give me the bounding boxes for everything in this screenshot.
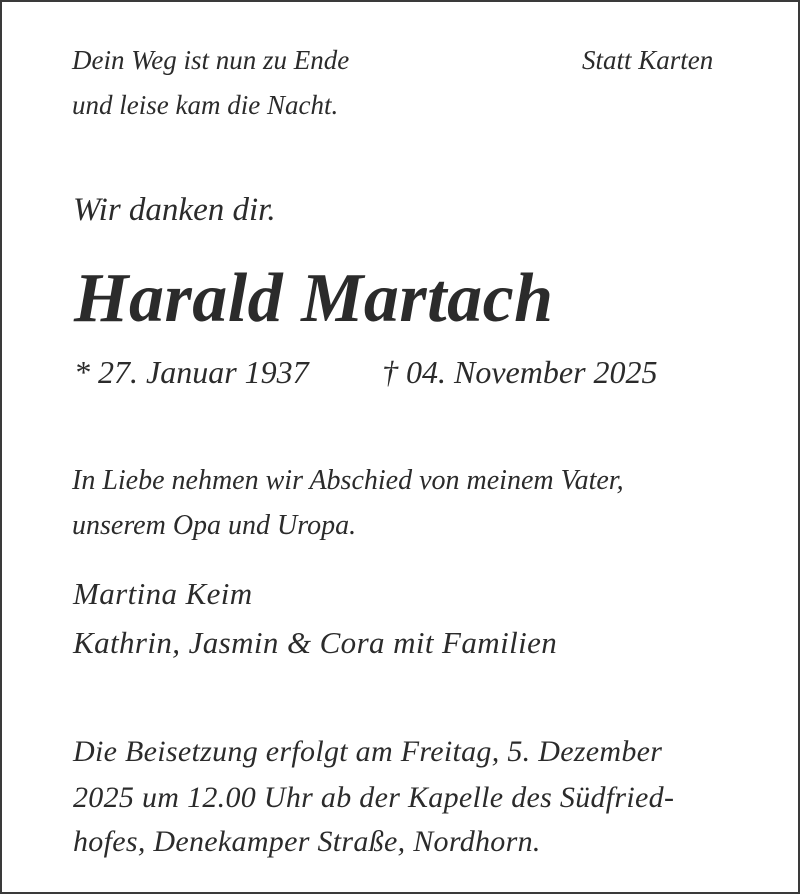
thanks-line: Wir danken dir. [73,192,276,228]
funeral-line-3: hofes, Denekamper Straße, Nordhorn. [73,825,541,858]
family-line-1: Martina Keim [73,576,253,611]
farewell-line-1: In Liebe nehmen wir Abschied von meinem Vater, [72,465,624,496]
statt-karten-label: Statt Karten [582,45,714,75]
funeral-line-2: 2025 um 12.00 Uhr ab der Kapelle des Südfried- [73,781,675,814]
farewell-line-2: unserem Opa und Uropa. [72,510,357,541]
death-date: † 04. November 2025 [382,354,658,390]
deceased-name: Harald Martach [74,260,554,337]
birth-date: * 27. Januar 1937 [74,354,309,390]
motto-line-1: Dein Weg ist nun zu Ende [72,45,350,75]
family-line-2: Kathrin, Jasmin & Cora mit Familien [73,625,558,660]
funeral-line-1: Die Beisetzung erfolgt am Freitag, 5. Dezember [73,735,663,768]
motto-line-2: und leise kam die Nacht. [72,90,339,120]
